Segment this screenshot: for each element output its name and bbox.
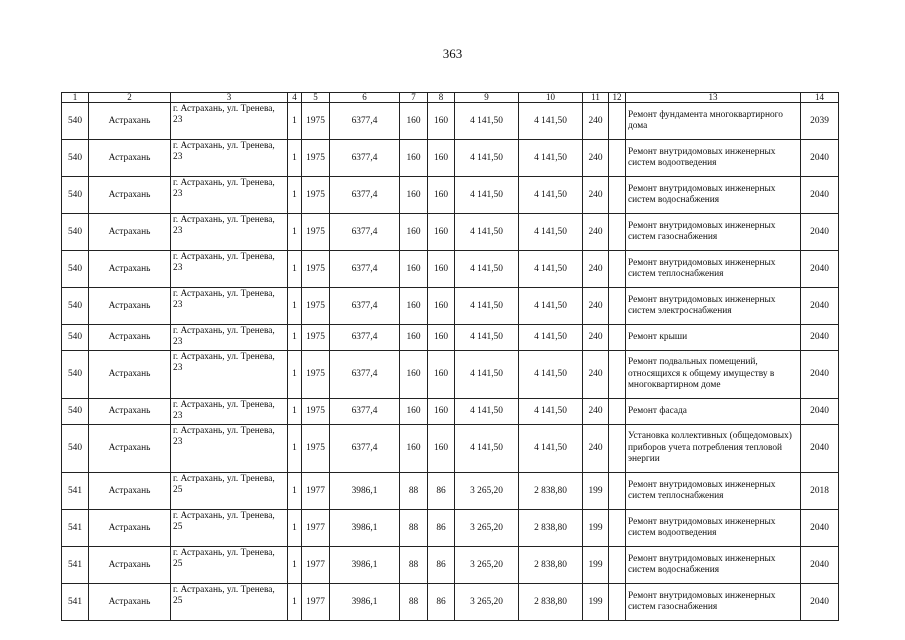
area-cell: 6377,4 [330,214,400,251]
city-cell: Астрахань [89,103,171,140]
col9-cell: 4 141,50 [455,351,519,399]
address-cell: г. Астрахань, ул. Тренева, 23 [171,399,288,425]
address-cell: г. Астрахань, ул. Тренева, 25 [171,547,288,584]
col10-cell: 4 141,50 [519,399,583,425]
plan-year-cell: 2040 [801,325,839,351]
column-number-cell: 9 [455,93,519,103]
work-type-cell: Ремонт внутридомовых инженерных систем водоснабжения [626,177,801,214]
plan-year-cell: 2040 [801,399,839,425]
column-number-cell: 4 [288,93,302,103]
address-cell: г. Астрахань, ул. Тренева, 23 [171,288,288,325]
table-row [62,103,839,140]
plan-year-cell: 2040 [801,251,839,288]
col11-cell: 240 [583,251,609,288]
col4-cell: 1 [288,214,302,251]
column-number-cell: 6 [330,93,400,103]
work-type-cell: Ремонт крыши [626,325,801,351]
col11-cell: 199 [583,547,609,584]
col7-cell: 160 [400,103,428,140]
col4-cell: 1 [288,351,302,399]
work-type-cell: Ремонт фасада [626,399,801,425]
col8-cell: 160 [428,140,455,177]
area-cell: 6377,4 [330,325,400,351]
city-cell: Астрахань [89,351,171,399]
row-number-cell: 540 [62,399,89,425]
column-number-cell: 13 [626,93,801,103]
city-cell: Астрахань [89,399,171,425]
table-row [62,177,839,214]
area-cell: 6377,4 [330,177,400,214]
col12-cell [609,510,626,547]
col12-cell [609,251,626,288]
year-built-cell: 1977 [302,473,330,510]
col12-cell [609,425,626,473]
col8-cell: 160 [428,288,455,325]
col4-cell: 1 [288,399,302,425]
table-row [62,584,839,621]
col4-cell: 1 [288,325,302,351]
col8-cell: 160 [428,103,455,140]
plan-year-cell: 2040 [801,584,839,621]
area-cell: 6377,4 [330,399,400,425]
col12-cell [609,140,626,177]
area-cell: 6377,4 [330,251,400,288]
table-row [62,351,839,399]
row-number-cell: 540 [62,325,89,351]
col8-cell: 160 [428,399,455,425]
col7-cell: 88 [400,510,428,547]
col11-cell: 240 [583,425,609,473]
col12-cell [609,214,626,251]
city-cell: Астрахань [89,251,171,288]
col12-cell [609,177,626,214]
table-row [62,140,839,177]
col7-cell: 160 [400,425,428,473]
col4-cell: 1 [288,584,302,621]
col11-cell: 240 [583,177,609,214]
plan-year-cell: 2039 [801,103,839,140]
col10-cell: 2 838,80 [519,473,583,510]
col11-cell: 199 [583,584,609,621]
plan-year-cell: 2040 [801,547,839,584]
col11-cell: 240 [583,140,609,177]
year-built-cell: 1975 [302,103,330,140]
plan-year-cell: 2040 [801,288,839,325]
address-cell: г. Астрахань, ул. Тренева, 23 [171,140,288,177]
col7-cell: 160 [400,351,428,399]
col12-cell [609,325,626,351]
column-number-row [62,93,839,103]
column-number-cell: 12 [609,93,626,103]
col12-cell [609,473,626,510]
row-number-cell: 540 [62,140,89,177]
work-type-cell: Ремонт внутридомовых инженерных систем электроснабжения [626,288,801,325]
work-type-cell: Ремонт внутридомовых инженерных систем теплоснабжения [626,473,801,510]
area-cell: 3986,1 [330,510,400,547]
table-row [62,214,839,251]
row-number-cell: 540 [62,288,89,325]
table-row [62,510,839,547]
area-cell: 6377,4 [330,351,400,399]
table-row [62,425,839,473]
address-cell: г. Астрахань, ул. Тренева, 25 [171,473,288,510]
area-cell: 3986,1 [330,473,400,510]
area-cell: 3986,1 [330,547,400,584]
address-cell: г. Астрахань, ул. Тренева, 23 [171,425,288,473]
year-built-cell: 1975 [302,214,330,251]
row-number-cell: 540 [62,251,89,288]
city-cell: Астрахань [89,473,171,510]
col10-cell: 4 141,50 [519,140,583,177]
year-built-cell: 1975 [302,425,330,473]
col7-cell: 160 [400,325,428,351]
col7-cell: 160 [400,288,428,325]
col7-cell: 160 [400,140,428,177]
col9-cell: 4 141,50 [455,251,519,288]
col11-cell: 240 [583,351,609,399]
col9-cell: 4 141,50 [455,103,519,140]
row-number-cell: 540 [62,177,89,214]
area-cell: 6377,4 [330,425,400,473]
work-type-cell: Ремонт внутридомовых инженерных систем водоотведения [626,140,801,177]
column-number-cell: 11 [583,93,609,103]
address-cell: г. Астрахань, ул. Тренева, 23 [171,325,288,351]
column-number-cell: 1 [62,93,89,103]
col9-cell: 4 141,50 [455,425,519,473]
row-number-cell: 540 [62,214,89,251]
col4-cell: 1 [288,547,302,584]
col4-cell: 1 [288,288,302,325]
table-row [62,288,839,325]
col12-cell [609,288,626,325]
row-number-cell: 541 [62,547,89,584]
plan-year-cell: 2018 [801,473,839,510]
col9-cell: 3 265,20 [455,473,519,510]
col10-cell: 2 838,80 [519,584,583,621]
row-number-cell: 541 [62,510,89,547]
col8-cell: 160 [428,251,455,288]
column-number-cell: 3 [171,93,288,103]
col8-cell: 160 [428,177,455,214]
col12-cell [609,351,626,399]
capital-repair-table [61,92,839,621]
city-cell: Астрахань [89,425,171,473]
address-cell: г. Астрахань, ул. Тренева, 25 [171,510,288,547]
table-row [62,251,839,288]
year-built-cell: 1975 [302,351,330,399]
work-type-cell: Ремонт внутридомовых инженерных систем водоснабжения [626,547,801,584]
col9-cell: 3 265,20 [455,547,519,584]
col4-cell: 1 [288,473,302,510]
col7-cell: 88 [400,547,428,584]
col11-cell: 240 [583,325,609,351]
col9-cell: 4 141,50 [455,288,519,325]
col9-cell: 4 141,50 [455,177,519,214]
col10-cell: 4 141,50 [519,325,583,351]
row-number-cell: 541 [62,584,89,621]
city-cell: Астрахань [89,584,171,621]
col9-cell: 3 265,20 [455,584,519,621]
col12-cell [609,547,626,584]
column-number-cell: 2 [89,93,171,103]
col11-cell: 199 [583,473,609,510]
page-number: 363 [442,46,463,61]
col10-cell: 4 141,50 [519,288,583,325]
col4-cell: 1 [288,103,302,140]
city-cell: Астрахань [89,547,171,584]
city-cell: Астрахань [89,140,171,177]
col9-cell: 4 141,50 [455,140,519,177]
plan-year-cell: 2040 [801,425,839,473]
year-built-cell: 1975 [302,177,330,214]
table-row [62,473,839,510]
col4-cell: 1 [288,177,302,214]
col10-cell: 2 838,80 [519,510,583,547]
col4-cell: 1 [288,425,302,473]
col12-cell [609,103,626,140]
year-built-cell: 1977 [302,510,330,547]
column-number-cell: 8 [428,93,455,103]
year-built-cell: 1975 [302,288,330,325]
year-built-cell: 1975 [302,140,330,177]
work-type-cell: Ремонт фундамента многоквартирного дома [626,103,801,140]
col7-cell: 160 [400,177,428,214]
col8-cell: 160 [428,425,455,473]
work-type-cell: Ремонт внутридомовых инженерных систем газоснабжения [626,214,801,251]
plan-year-cell: 2040 [801,140,839,177]
col10-cell: 4 141,50 [519,351,583,399]
col10-cell: 4 141,50 [519,251,583,288]
table-row [62,325,839,351]
col7-cell: 160 [400,251,428,288]
year-built-cell: 1975 [302,399,330,425]
col9-cell: 4 141,50 [455,325,519,351]
row-number-cell: 540 [62,103,89,140]
col4-cell: 1 [288,140,302,177]
table-row [62,547,839,584]
address-cell: г. Астрахань, ул. Тренева, 23 [171,214,288,251]
col9-cell: 4 141,50 [455,399,519,425]
plan-year-cell: 2040 [801,177,839,214]
col8-cell: 160 [428,214,455,251]
col7-cell: 160 [400,399,428,425]
col7-cell: 88 [400,584,428,621]
address-cell: г. Астрахань, ул. Тренева, 23 [171,103,288,140]
col10-cell: 4 141,50 [519,425,583,473]
col4-cell: 1 [288,251,302,288]
col8-cell: 86 [428,473,455,510]
col11-cell: 240 [583,103,609,140]
column-number-cell: 10 [519,93,583,103]
area-cell: 6377,4 [330,288,400,325]
year-built-cell: 1975 [302,251,330,288]
work-type-cell: Ремонт внутридомовых инженерных систем водоотведения [626,510,801,547]
col11-cell: 240 [583,214,609,251]
city-cell: Астрахань [89,177,171,214]
address-cell: г. Астрахань, ул. Тренева, 23 [171,351,288,399]
col8-cell: 160 [428,325,455,351]
area-cell: 6377,4 [330,140,400,177]
plan-year-cell: 2040 [801,510,839,547]
city-cell: Астрахань [89,325,171,351]
work-type-cell: Ремонт подвальных помещений, относящихся к общему имуществу в многоквартирном доме [626,351,801,399]
row-number-cell: 540 [62,351,89,399]
row-number-cell: 541 [62,473,89,510]
row-number-cell: 540 [62,425,89,473]
col8-cell: 86 [428,510,455,547]
col12-cell [609,399,626,425]
col12-cell [609,584,626,621]
table-row [62,399,839,425]
col11-cell: 240 [583,399,609,425]
year-built-cell: 1977 [302,547,330,584]
plan-year-cell: 2040 [801,214,839,251]
col8-cell: 86 [428,547,455,584]
col7-cell: 160 [400,214,428,251]
plan-year-cell: 2040 [801,351,839,399]
work-type-cell: Ремонт внутридомовых инженерных систем теплоснабжения [626,251,801,288]
col8-cell: 160 [428,351,455,399]
col4-cell: 1 [288,510,302,547]
col8-cell: 86 [428,584,455,621]
col10-cell: 4 141,50 [519,177,583,214]
year-built-cell: 1977 [302,584,330,621]
work-type-cell: Установка коллективных (общедомовых) приборов учета потребления тепловой энергии [626,425,801,473]
address-cell: г. Астрахань, ул. Тренева, 23 [171,251,288,288]
work-type-cell: Ремонт внутридомовых инженерных систем газоснабжения [626,584,801,621]
col10-cell: 2 838,80 [519,547,583,584]
col11-cell: 199 [583,510,609,547]
year-built-cell: 1975 [302,325,330,351]
col7-cell: 88 [400,473,428,510]
city-cell: Астрахань [89,510,171,547]
area-cell: 6377,4 [330,103,400,140]
col10-cell: 4 141,50 [519,103,583,140]
area-cell: 3986,1 [330,584,400,621]
city-cell: Астрахань [89,214,171,251]
address-cell: г. Астрахань, ул. Тренева, 23 [171,177,288,214]
column-number-cell: 14 [801,93,839,103]
col11-cell: 240 [583,288,609,325]
address-cell: г. Астрахань, ул. Тренева, 25 [171,584,288,621]
col10-cell: 4 141,50 [519,214,583,251]
column-number-cell: 5 [302,93,330,103]
col9-cell: 3 265,20 [455,510,519,547]
column-number-cell: 7 [400,93,428,103]
city-cell: Астрахань [89,288,171,325]
col9-cell: 4 141,50 [455,214,519,251]
